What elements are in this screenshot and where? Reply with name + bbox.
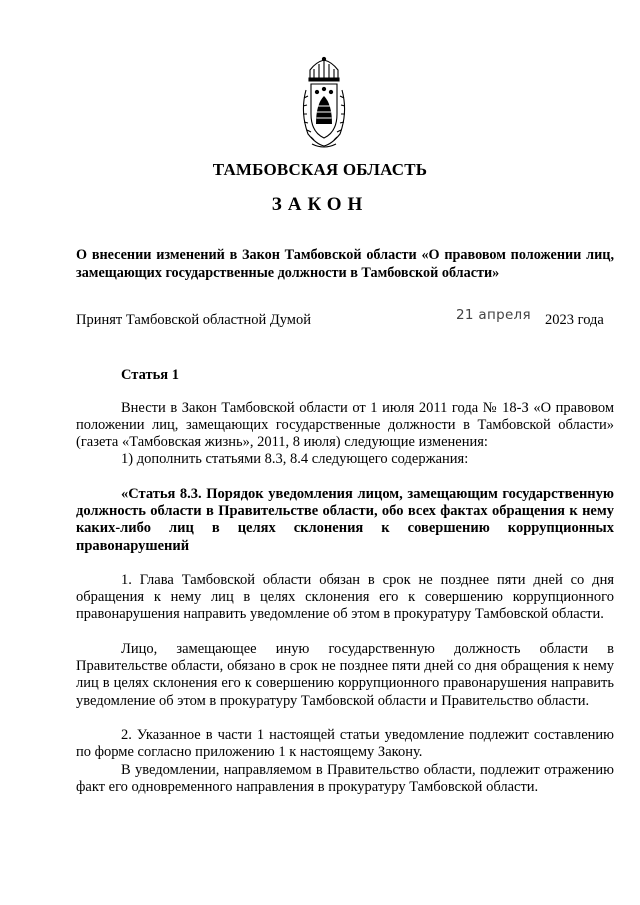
adoption-label: Принят Тамбовской областной Думой bbox=[76, 312, 311, 328]
document-type-title: ЗАКОН bbox=[271, 194, 369, 215]
article-paragraph-intro: Внести в Закон Тамбовской области от 1 июля 2011 года № 18-З «О правовом положении лиц, замещающих государственные должности в Тамбовской области» (газета «Тамбовская жизнь», 2011, 8 июля) следующие изменения: bbox=[76, 400, 614, 451]
law-title: О внесении изменений в Закон Тамбовской области «О правовом положении лиц, замещающих государственные должности в Тамбовской области» bbox=[76, 247, 614, 281]
article-8-3-part-1-paragraph-2: Лицо, замещающее иную государственную должность области в Правительстве области, обязано в срок не позднее пяти дней со дня обращения к нему лиц в целях склонения его к совершению коррупционного правонарушения направить уведомление об этом в прокуратуру Тамбовской области и Правительство области. bbox=[76, 641, 614, 709]
tambov-coat-of-arms-emblem bbox=[296, 56, 352, 152]
article-8-3-part-2-paragraph-2: В уведомлении, направляемом в Правительство области, подлежит отражению факт его одновременного направления в прокуратуру Тамбовской области. bbox=[76, 762, 614, 796]
region-title: ТАМБОВСКАЯ ОБЛАСТЬ bbox=[212, 160, 428, 179]
article-8-3-part-1: 1. Глава Тамбовской области обязан в срок не позднее пяти дней со дня обращения к нему лиц в целях склонения его к совершению коррупционного правонарушения направить уведомление об этом в прокуратуру Тамбовской области. bbox=[76, 572, 614, 623]
article-paragraph-item-1: 1) дополнить статьями 8.3, 8.4 следующего содержания: bbox=[121, 451, 469, 467]
article-heading: Статья 1 bbox=[121, 367, 179, 383]
adoption-year: 2023 года bbox=[545, 312, 604, 328]
article-8-3-part-2: 2. Указанное в части 1 настоящей статьи уведомление подлежит составлению по форме согласно приложению 1 к настоящему Закону. bbox=[76, 727, 614, 761]
adoption-day-month: 21 апреля bbox=[456, 307, 531, 323]
article-8-3-heading: «Статья 8.3. Порядок уведомления лицом, замещающим государственную должность области в Правительстве области, обо всех фактах обращения к нему каких-либо лиц в целях склонения к совершению коррупционных правонарушений bbox=[76, 486, 614, 554]
